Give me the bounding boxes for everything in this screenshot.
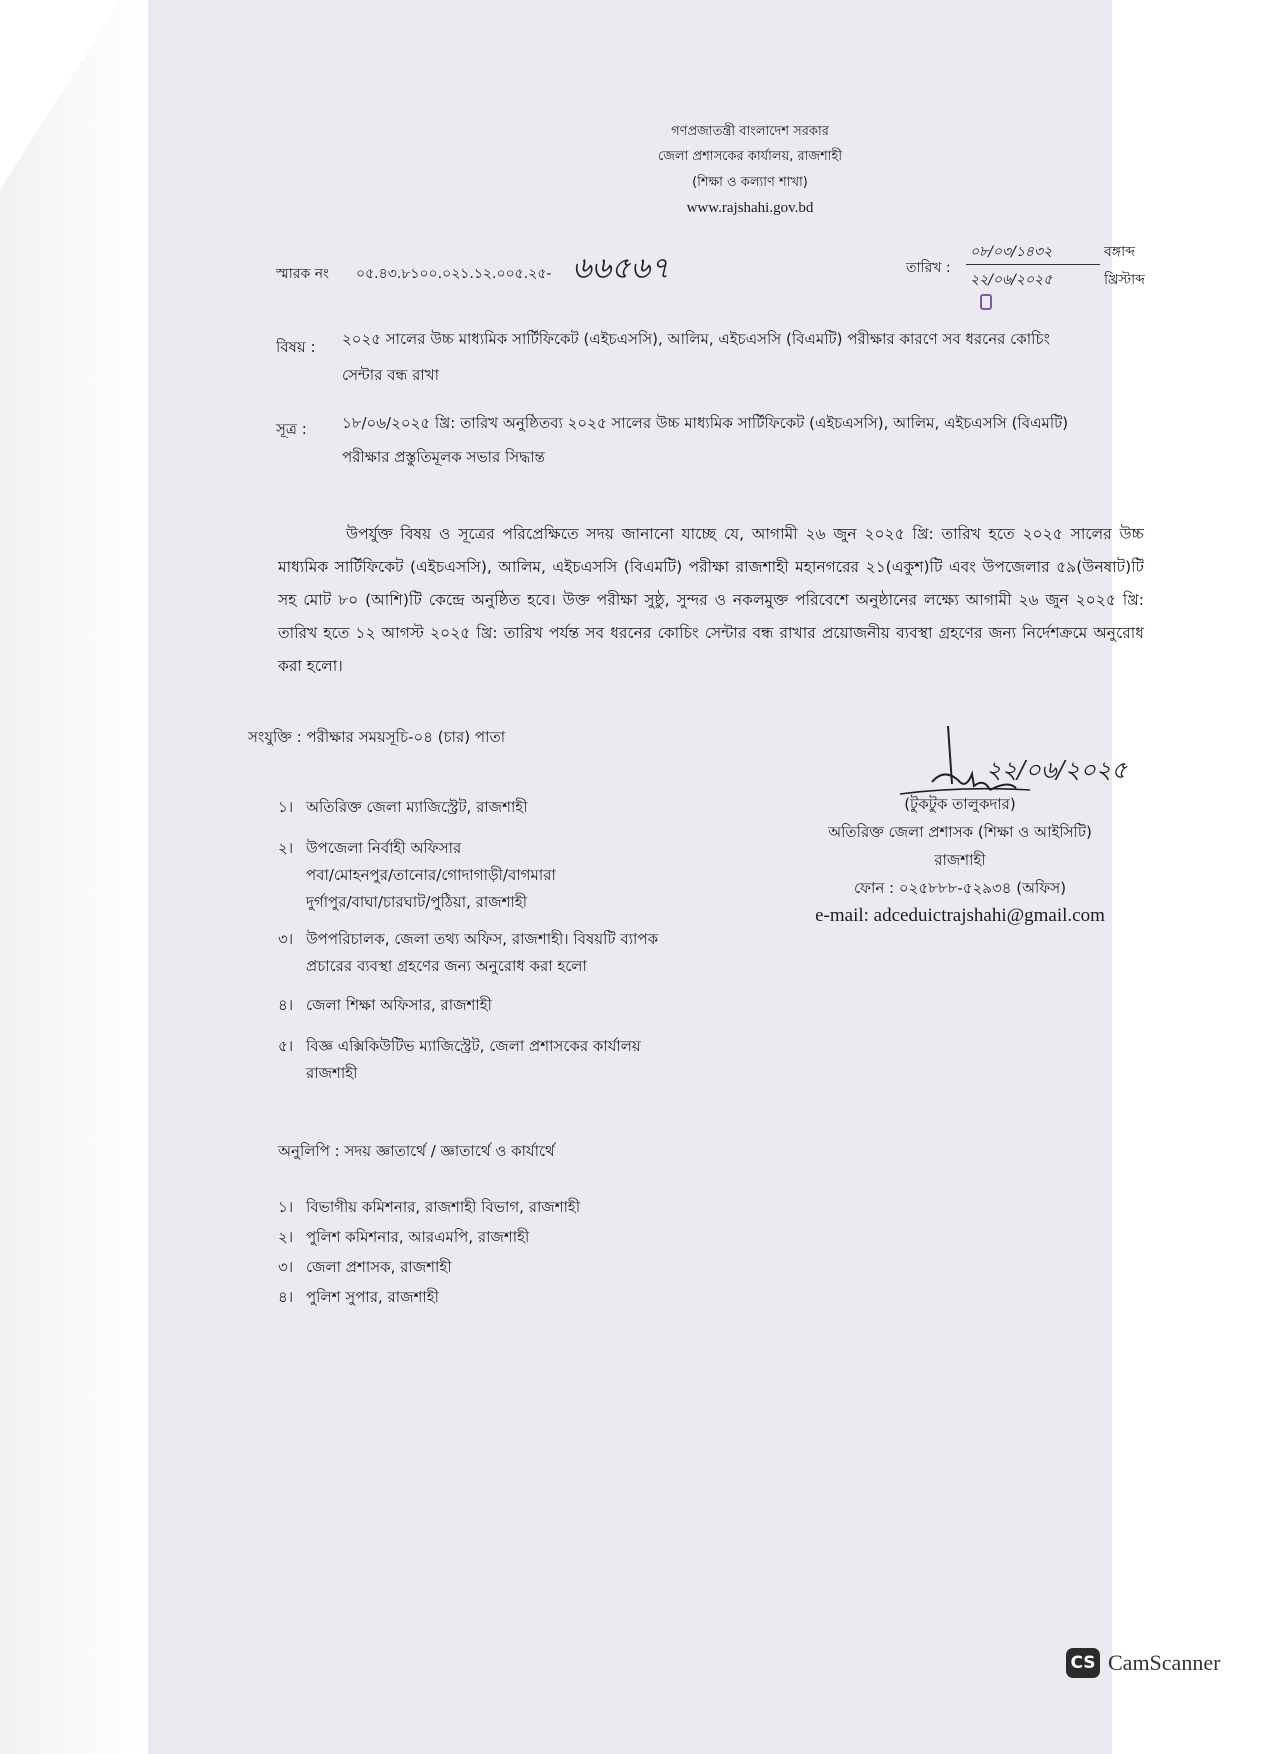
signatory-phone: ফোন : ০২৫৮৮৮-৫২৯৩৪ (অফিস) [853,879,1067,897]
list-text: বিজ্ঞ এক্সিকিউটিভ ম্যাজিস্ট্রেট, জেলা প্রশাসকের কার্যালয় [306,1037,641,1055]
ink-mark [980,294,992,310]
list-item [278,835,798,916]
list-text: পবা/মোহনপুর/তানোর/গোদাগাড়ী/বাগমারা [306,866,556,884]
signatory-name: (টুকটুক তালুকদার) [904,795,1016,813]
list-number: ২। [278,839,294,857]
reference-line-2: পরীক্ষার প্রস্তুতিমূলক সভার সিদ্ধান্ত [342,448,545,466]
list-text: রাজশাহী [306,1064,358,1082]
list-item [278,1284,798,1311]
subject-line-2: সেন্টার বন্ধ রাখা [342,366,439,384]
list-number: ৩। [278,930,294,948]
memo-number: ০৫.৪৩.৮১০০.০২১.১২.০০৫.২৫- [356,266,552,282]
list-text: জেলা শিক্ষা অফিসার, রাজশাহী [306,996,492,1014]
list-item [278,1224,798,1251]
bangla-date-suffix: বঙ্গাব্দ [1104,244,1135,260]
recipient-list [278,794,798,1087]
list-text: উপজেলা নির্বাহী অফিসার [306,839,462,857]
memo-label: স্মারক নং [276,266,330,282]
scan-margin [0,0,148,1754]
list-number: ১। [278,798,294,816]
folded-corner [0,0,120,190]
list-item [278,1194,798,1221]
signatory-email[interactable]: e-mail: adceduictrajshahi@gmail.com [815,905,1105,926]
bangla-date: ০৮/০৩/১৪৩২ [970,244,1053,260]
subject-label: বিষয় : [276,338,316,356]
list-text: দুর্গাপুর/বাঘা/চারঘাট/পুঠিয়া, রাজশাহী [306,893,528,911]
signature-date: ২২/০৬/২০২৫ [986,756,1127,784]
copy-list [278,1194,798,1311]
list-item [278,1033,798,1087]
attachment-line: সংযুক্তি : পরীক্ষার সময়সূচি-০৪ (চার) পাতা [248,728,506,746]
memo-handwritten-number: ৬৬৫৬৭ [572,251,670,286]
reference-line-1: ১৮/০৬/২০২৫ খ্রি: তারিখ অনুষ্ঠিতব্য ২০২৫ সালের উচ্চ মাধ্যমিক সার্টিফিকেট (এইচএসসি), আলিম, এইচএসসি (বিএমটি) [342,414,1069,432]
list-text: পুলিশ কমিশনার, আরএমপি, রাজশাহী [306,1228,530,1246]
list-number: ৫। [278,1037,294,1055]
list-number: ২। [278,1228,294,1246]
list-number: ১। [278,1198,294,1216]
list-text: বিভাগীয় কমিশনার, রাজশাহী বিভাগ, রাজশাহী [306,1198,581,1216]
signatory-designation: অতিরিক্ত জেলা প্রশাসক (শিক্ষা ও আইসিটি) [828,823,1092,841]
signatory-place: রাজশাহী [934,851,986,869]
english-date-suffix: খ্রিস্টাব্দ [1104,272,1146,288]
section-name: (শিক্ষা ও কল্যাণ শাখা) [692,175,808,190]
date-divider [966,264,1100,265]
office-name: জেলা প্রশাসকের কার্যালয়, রাজশাহী [657,149,843,164]
list-item [278,794,798,821]
list-number: ৪। [278,996,294,1014]
camscanner-logo-icon: CS [1066,1648,1100,1678]
gov-title: গণপ্রজাতন্ত্রী বাংলাদেশ সরকার [671,124,829,139]
list-text: উপপরিচালক, জেলা তথ্য অফিস, রাজশাহী। বিষয়টি ব্যাপক [306,930,659,948]
english-date: ২২/০৬/২০২৫ [970,272,1053,288]
list-number: ৩। [278,1258,294,1276]
list-text: জেলা প্রশাসক, রাজশাহী [306,1258,452,1276]
list-text: পুলিশ সুপার, রাজশাহী [306,1288,439,1306]
copy-heading: অনুলিপি : সদয় জ্ঞাতার্থে / জ্ঞাতার্থে ও কার্যার্থে [278,1142,555,1160]
body-paragraph: উপর্যুক্ত বিষয় ও সূত্রের পরিপ্রেক্ষিতে সদয় জানানো যাচ্ছে যে, আগামী ২৬ জুন ২০২৫ খ্রি: তারিখ হতে ২০২৫ সালের উচ্চ মাধ্যমিক সার্টিফিকেট (এইচএসসি), আলিম, এইচএসসি (বিএমটি) পরীক্ষা রাজশাহী মহানগরের ২১(একুশ)টি এবং উপজেলার ৫৯(উনষাট)টি সহ মোট ৮০ (আশি)টি কেন্দ্রে অনুষ্ঠিত হবে। উক্ত পরীক্ষা সুষ্ঠু, সুন্দর ও নকলমুক্ত পরিবেশে অনুষ্ঠানের লক্ষ্যে আগামী ২৬ জুন ২০২৫ খ্রি: তারিখ হতে ১২ আগস্ট ২০২৫ খ্রি: তারিখ পর্যন্ত সব ধরনের কোচিং সেন্টার বন্ধ রাখার প্রয়োজনীয় ব্যবস্থা গ্রহণের জন্য নির্দেশক্রমে অনুরোধ করা হলো। [278,525,1144,675]
list-item [278,1254,798,1281]
list-text: প্রচারের ব্যবস্থা গ্রহণের জন্য অনুরোধ করা হলো [306,957,587,975]
date-label: তারিখ : [906,260,951,276]
reference-label: সূত্র : [276,420,307,438]
website-link[interactable]: www.rajshahi.gov.bd [686,200,814,216]
camscanner-watermark: CamScanner [1108,1650,1221,1675]
list-number: ৪। [278,1288,294,1306]
list-item [278,926,798,980]
signature-block [780,790,1140,930]
list-item [278,992,798,1019]
subject-line-1: ২০২৫ সালের উচ্চ মাধ্যমিক সার্টিফিকেট (এইচএসসি), আলিম, এইচএসসি (বিএমটি) পরীক্ষার কারণে সব ধরনের কোচিং [342,330,1050,348]
list-text: অতিরিক্ত জেলা ম্যাজিস্ট্রেট, রাজশাহী [306,798,528,816]
